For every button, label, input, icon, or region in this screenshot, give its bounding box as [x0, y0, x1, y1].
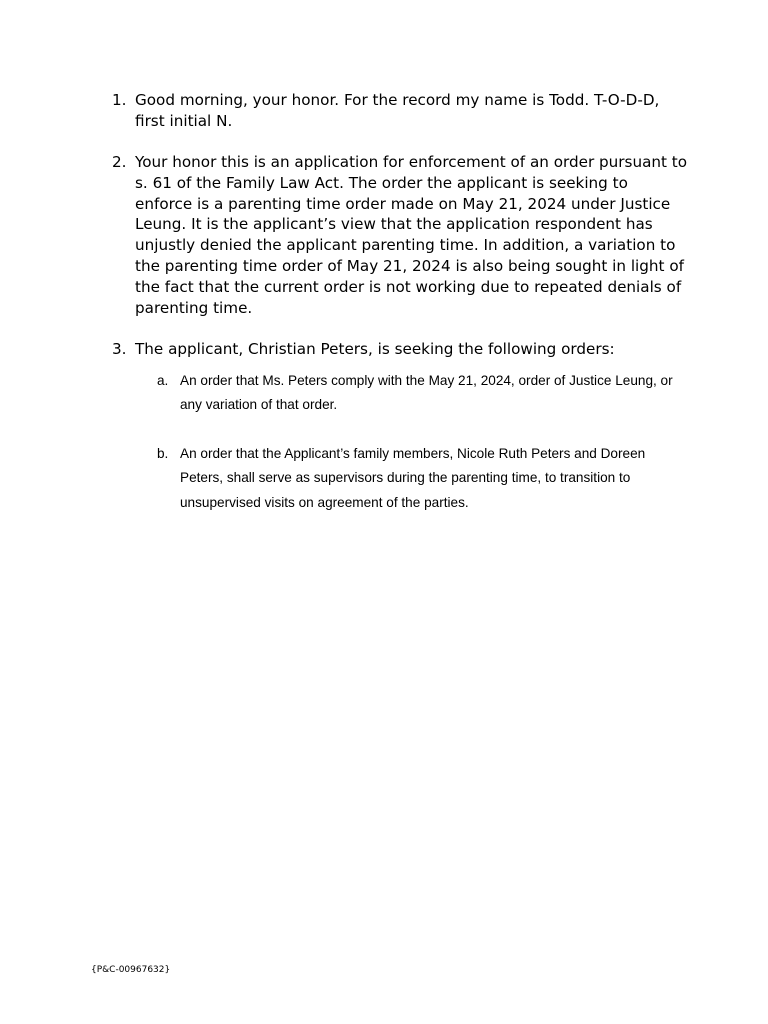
sublist-item-a: [157, 369, 688, 418]
paragraph-item-3: [108, 339, 688, 539]
paragraph-text: The applicant, Christian Peters, is seeking the following orders:: [135, 339, 615, 358]
sublist-letter: a.: [157, 372, 169, 388]
sublist-letter: b.: [157, 445, 169, 461]
paragraph-item-2: [108, 152, 688, 318]
sublist-item-b: [157, 442, 688, 516]
order-sublist: [157, 369, 688, 516]
paragraph-text: Good morning, your honor. For the record my name is Todd. T-O-D-D, first initial N.: [135, 91, 660, 130]
numbered-paragraph-list: [108, 90, 688, 560]
sublist-text: An order that Ms. Peters comply with the May 21, 2024, order of Justice Leung, or any variation of that order.: [180, 372, 673, 413]
paragraph-body: [135, 339, 688, 539]
paragraph-number: 2.: [112, 153, 127, 172]
document-reference-code: {P&C-00967632}: [91, 965, 171, 975]
paragraph-text: Your honor this is an application for enforcement of an order pursuant to s. 61 of the Family Law Act. The order the applicant is seeking to enforce is a parenting time order made on May 21, 2024 under Justice Leung. It is the applicant’s view that the application respondent has unjustly denied the applicant parenting time. In addition, a variation to the parenting time order of May 21, 2024 is also being sought in light of the fact that the current order is not working due to repeated denials of parenting time.: [135, 153, 688, 317]
sublist-text: An order that the Applicant’s family members, Nicole Ruth Peters and Doreen Peters, shall serve as supervisors during the parenting time, to transition to unsupervised visits on agreement of the parties.: [180, 445, 646, 510]
paragraph-number: 3.: [112, 339, 127, 358]
paragraph-number: 1.: [112, 91, 127, 109]
paragraph-item-1: [108, 90, 688, 132]
